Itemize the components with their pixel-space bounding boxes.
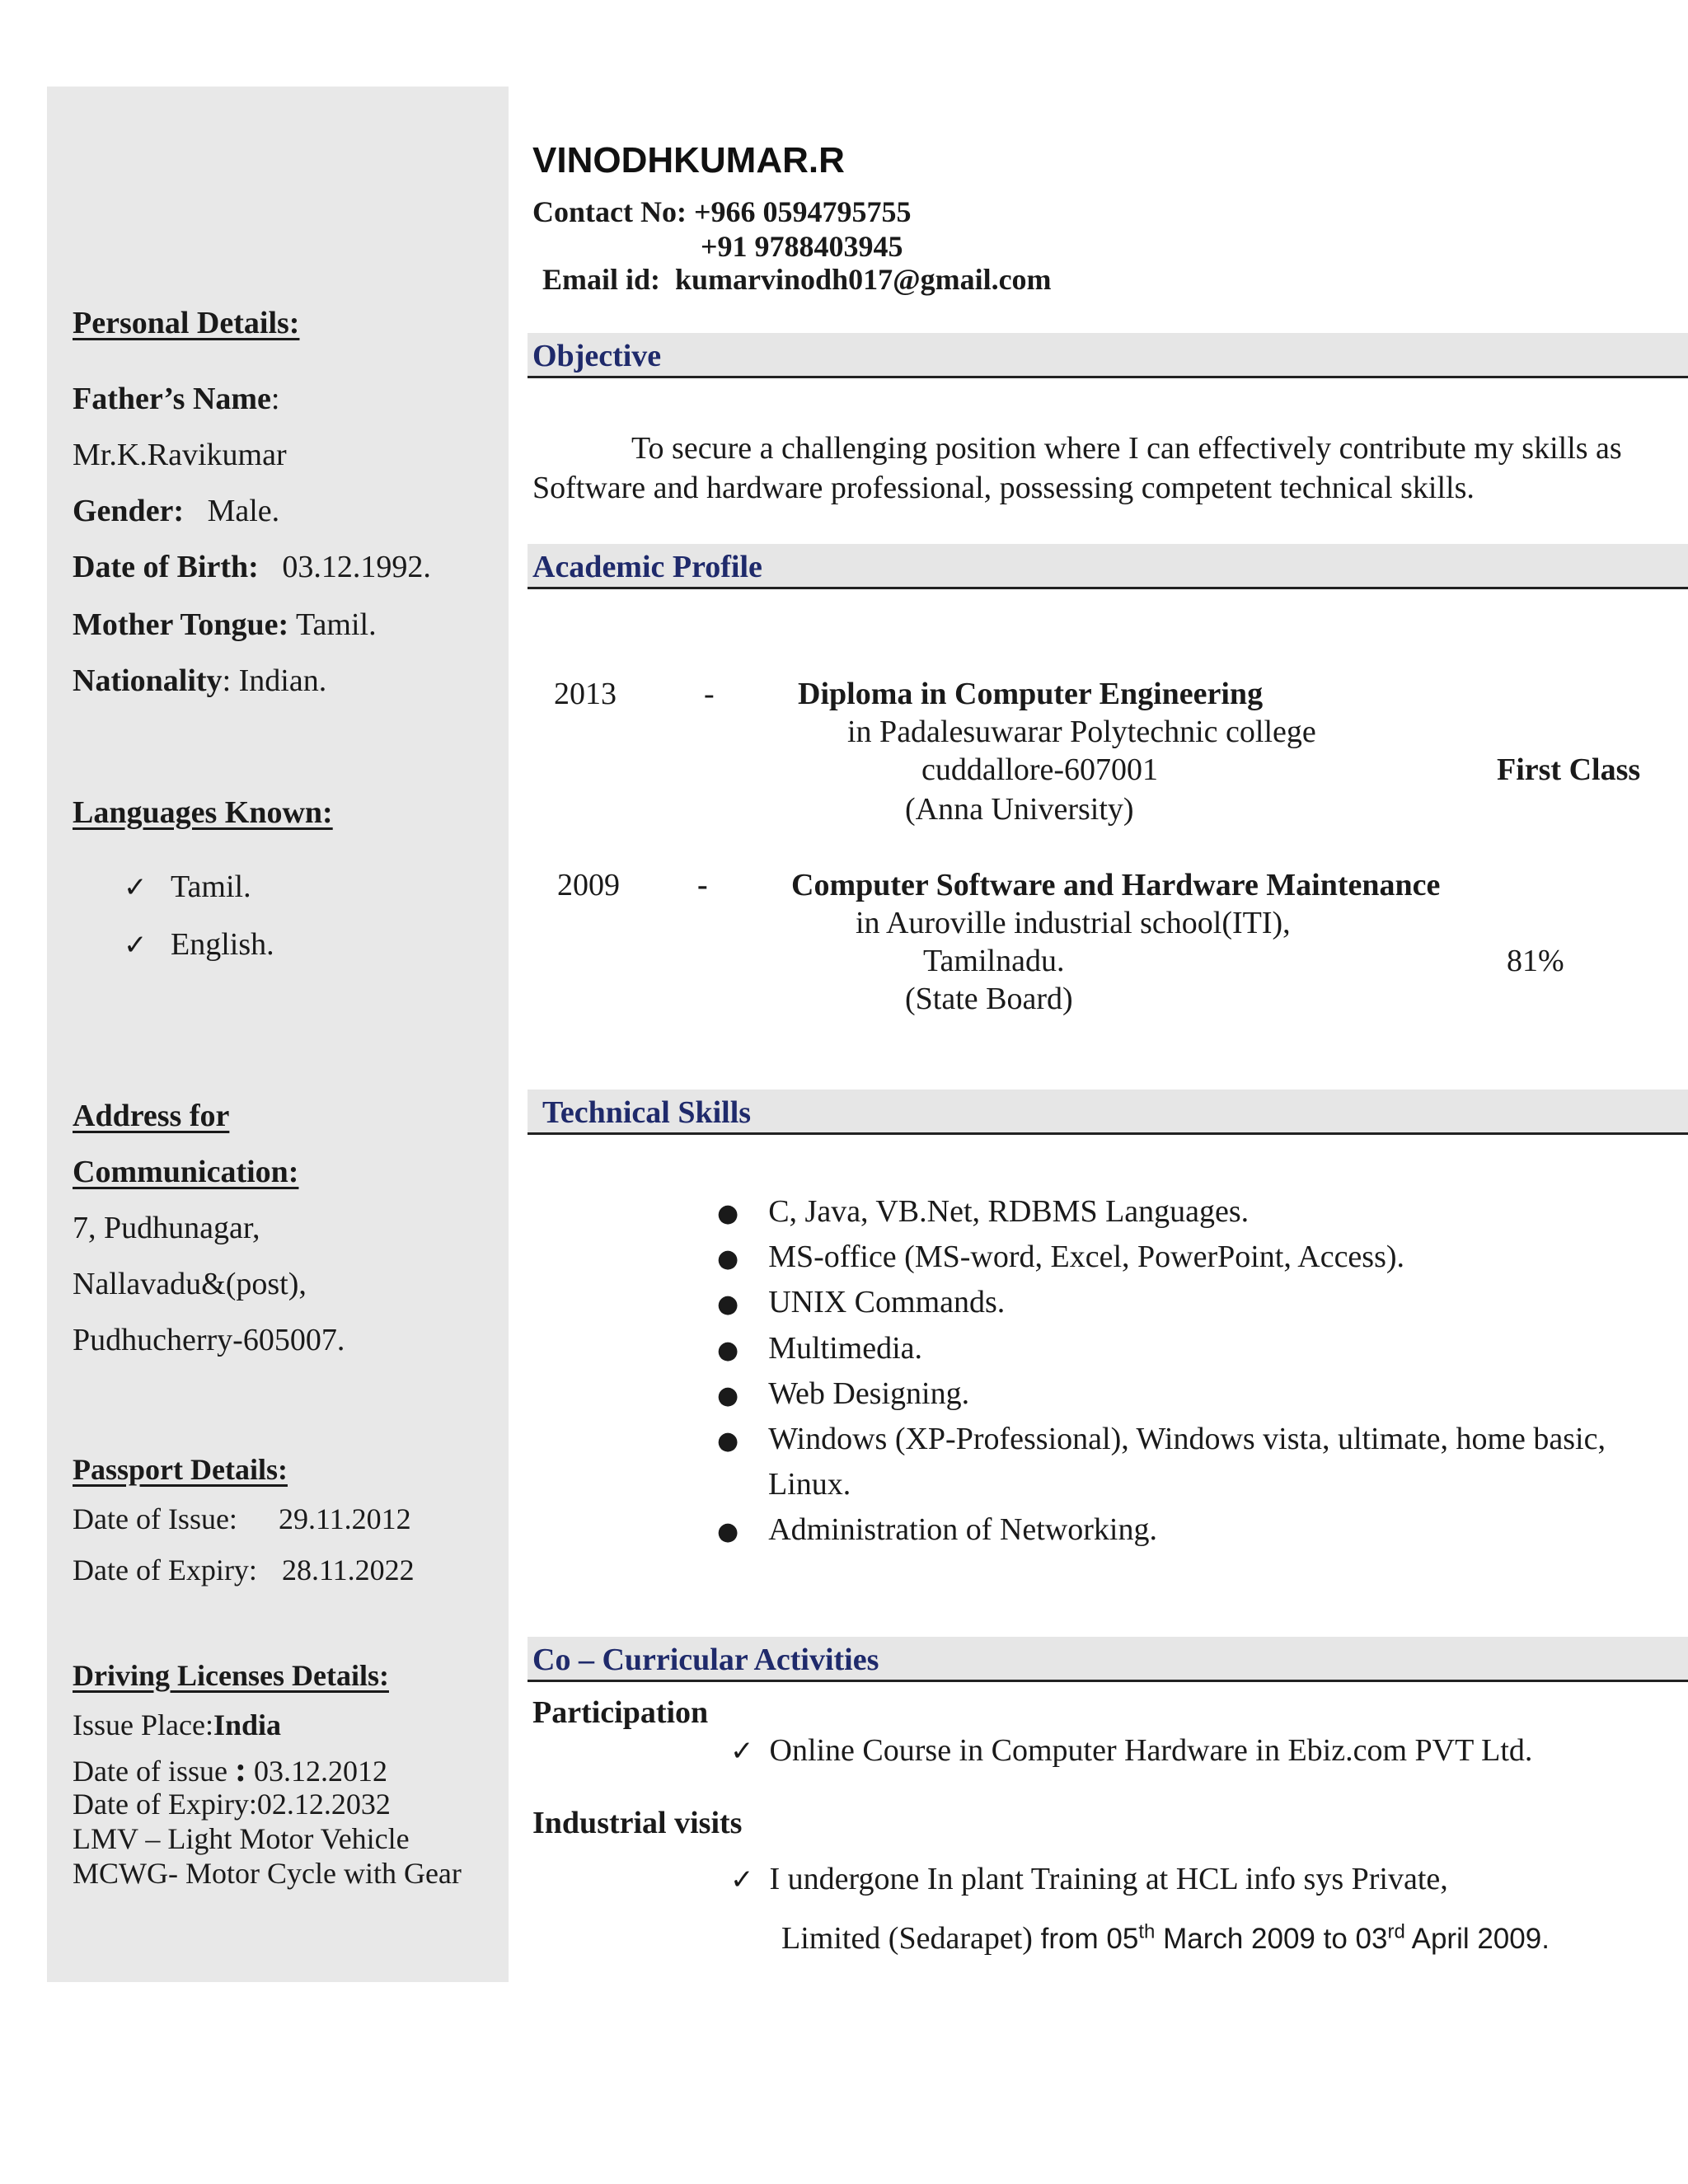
- driving-license-heading: Driving Licenses Details:: [73, 1659, 389, 1692]
- bullet-icon: ●: [717, 1336, 739, 1365]
- gender-value: Male.: [207, 494, 280, 528]
- visit-label: I undergone In plant Training at HCL info sys Private,: [769, 1862, 1448, 1896]
- nationality-value: : Indian.: [222, 663, 327, 698]
- nationality-row: [73, 663, 326, 699]
- passport-expiry-value: 28.11.2022: [281, 1554, 415, 1586]
- academic-institution: in Auroville industrial school(ITI),: [856, 906, 1291, 940]
- academic-result: First Class: [1497, 752, 1641, 787]
- section-co-curricular: [528, 1637, 1688, 1682]
- academic-institution: in Padalesuwarar Polytechnic college: [847, 715, 1316, 749]
- issue-place-row: [73, 1708, 281, 1742]
- bullet-icon: ●: [717, 1427, 739, 1455]
- dl-class-lmv: LMV – Light Motor Vehicle: [73, 1822, 410, 1855]
- skill-item: [717, 1376, 969, 1412]
- issue-place-value: India: [213, 1708, 282, 1741]
- academic-title: Diploma in Computer Engineering: [798, 677, 1264, 711]
- address-line: Nallavadu&(post),: [73, 1267, 307, 1301]
- visit-item: [730, 1861, 1448, 1897]
- skill-label: UNIX Commands.: [768, 1285, 1006, 1319]
- passport-issue-row: [73, 1502, 411, 1536]
- email-row: [542, 262, 1052, 297]
- passport-issue-label: Date of Issue:: [73, 1502, 237, 1535]
- visit-dates: [1032, 1920, 1550, 1955]
- academic-year: 2009: [557, 868, 620, 902]
- language-label: English.: [171, 927, 274, 962]
- check-icon: ✓: [730, 1735, 754, 1768]
- skill-item: [717, 1284, 1005, 1320]
- section-heading: Academic Profile: [532, 550, 762, 584]
- address-line: 7, Pudhunagar,: [73, 1211, 260, 1245]
- languages-heading: Languages Known:: [73, 795, 333, 830]
- section-heading: Co – Curricular Activities: [532, 1643, 879, 1677]
- section-objective: [528, 333, 1688, 378]
- participation-item: [730, 1732, 1532, 1769]
- academic-title: Computer Software and Hardware Maintenance: [791, 868, 1441, 902]
- ordinal-suffix: th: [1138, 1920, 1156, 1943]
- skill-label: Administration of Networking.: [768, 1512, 1157, 1547]
- academic-dash: -: [697, 868, 708, 902]
- dl-issue-value: 03.12.2012: [253, 1755, 387, 1788]
- language-label: Tamil.: [171, 869, 251, 904]
- language-item: [124, 869, 251, 905]
- objective-line: To secure a challenging position where I can effectively contribute my skills as: [631, 431, 1622, 466]
- skill-item: [717, 1193, 1249, 1230]
- section-academic: [528, 544, 1688, 589]
- academic-year: 2013: [554, 677, 617, 711]
- issue-place-label: Issue Place:: [73, 1708, 213, 1741]
- phone-primary: +966 0594795755: [693, 195, 912, 228]
- father-name-row: [73, 381, 279, 417]
- academic-board: (State Board): [905, 982, 1073, 1016]
- contact-row: [532, 194, 911, 229]
- bullet-icon: ●: [717, 1290, 739, 1319]
- phone-secondary: +91 9788403945: [701, 230, 903, 263]
- academic-dash: -: [704, 677, 715, 711]
- visit-date-text: from 05: [1032, 1923, 1139, 1955]
- skill-label: Windows (XP-Professional), Windows vista, ultimate, home basic,: [768, 1422, 1606, 1456]
- gender-row: [73, 493, 279, 529]
- bullet-icon: ●: [717, 1517, 739, 1546]
- address-line: Pudhucherry-605007.: [73, 1323, 345, 1357]
- skill-label: MS-office (MS-word, Excel, PowerPoint, Access).: [768, 1240, 1405, 1274]
- nationality-label: Nationality: [73, 663, 223, 698]
- skill-item: [717, 1511, 1157, 1548]
- academic-board: (Anna University): [905, 792, 1134, 827]
- visit-date-text: April 2009.: [1404, 1923, 1550, 1955]
- mother-tongue-label: Mother Tongue:: [73, 607, 289, 642]
- language-item: [124, 926, 274, 963]
- academic-location: Tamilnadu.: [923, 944, 1065, 978]
- bullet-icon: ●: [717, 1381, 739, 1410]
- email-label: Email id:: [542, 263, 661, 296]
- personal-details-heading: Personal Details:: [73, 306, 300, 340]
- mother-tongue-value: Tamil.: [296, 607, 377, 642]
- skill-label: Web Designing.: [768, 1376, 970, 1411]
- passport-expiry-label: Date of Expiry:: [73, 1554, 257, 1586]
- ordinal-suffix: rd: [1387, 1920, 1405, 1943]
- passport-issue-value: 29.11.2012: [278, 1502, 411, 1535]
- skill-label: Multimedia.: [768, 1331, 922, 1366]
- dl-expiry: Date of Expiry:02.12.2032: [73, 1788, 391, 1821]
- check-icon: ✓: [730, 1863, 754, 1896]
- passport-expiry-row: [73, 1553, 415, 1587]
- dob-row: [73, 549, 431, 585]
- check-icon: ✓: [124, 929, 148, 962]
- skill-item: [717, 1421, 1606, 1457]
- candidate-name: VINODHKUMAR.R: [532, 140, 845, 180]
- dl-issue-label: Date of issue: [73, 1755, 227, 1788]
- visit-company: Limited (Sedarapet): [781, 1921, 1033, 1956]
- bullet-icon: ●: [717, 1244, 739, 1273]
- email-value: kumarvinodh017@gmail.com: [675, 263, 1052, 296]
- check-icon: ✓: [124, 871, 148, 904]
- address-heading-line1: Address for: [73, 1099, 230, 1133]
- academic-result: 81%: [1507, 944, 1564, 978]
- section-heading: Technical Skills: [542, 1095, 752, 1130]
- skill-item: [717, 1239, 1404, 1275]
- skill-item-continuation: Linux.: [768, 1467, 851, 1502]
- industrial-visits-heading: Industrial visits: [532, 1806, 743, 1840]
- participation-heading: Participation: [532, 1695, 709, 1730]
- section-heading: Objective: [532, 339, 662, 373]
- father-name-value: Mr.K.Ravikumar: [73, 438, 287, 472]
- dob-label: Date of Birth:: [73, 550, 259, 584]
- objective-line: Software and hardware professional, possessing competent technical skills.: [532, 471, 1475, 505]
- dob-value: 03.12.1992.: [282, 550, 431, 584]
- gender-label: Gender:: [73, 494, 185, 528]
- sidebar-panel: [47, 87, 509, 1982]
- bullet-icon: ●: [717, 1199, 739, 1228]
- mother-tongue-row: [73, 607, 377, 643]
- contact-label: Contact No:: [532, 195, 687, 228]
- visit-item-continuation: [781, 1920, 1550, 1957]
- dl-issue-colon: :: [234, 1751, 246, 1789]
- academic-location: cuddallore-607001: [921, 752, 1159, 787]
- skill-item: [717, 1330, 922, 1366]
- visit-date-text: March 2009 to 03: [1155, 1923, 1388, 1955]
- dl-issue-row: [73, 1750, 387, 1790]
- dl-class-mcwg: MCWG- Motor Cycle with Gear: [73, 1857, 462, 1890]
- father-name-label: Father’s Name: [73, 382, 271, 416]
- father-name-colon: :: [270, 382, 280, 416]
- passport-heading: Passport Details:: [73, 1453, 288, 1486]
- section-technical-skills: [528, 1090, 1688, 1135]
- participation-label: Online Course in Computer Hardware in Ebiz.com PVT Ltd.: [769, 1733, 1533, 1768]
- address-heading-line2: Communication:: [73, 1155, 299, 1189]
- skill-label: C, Java, VB.Net, RDBMS Languages.: [768, 1194, 1250, 1229]
